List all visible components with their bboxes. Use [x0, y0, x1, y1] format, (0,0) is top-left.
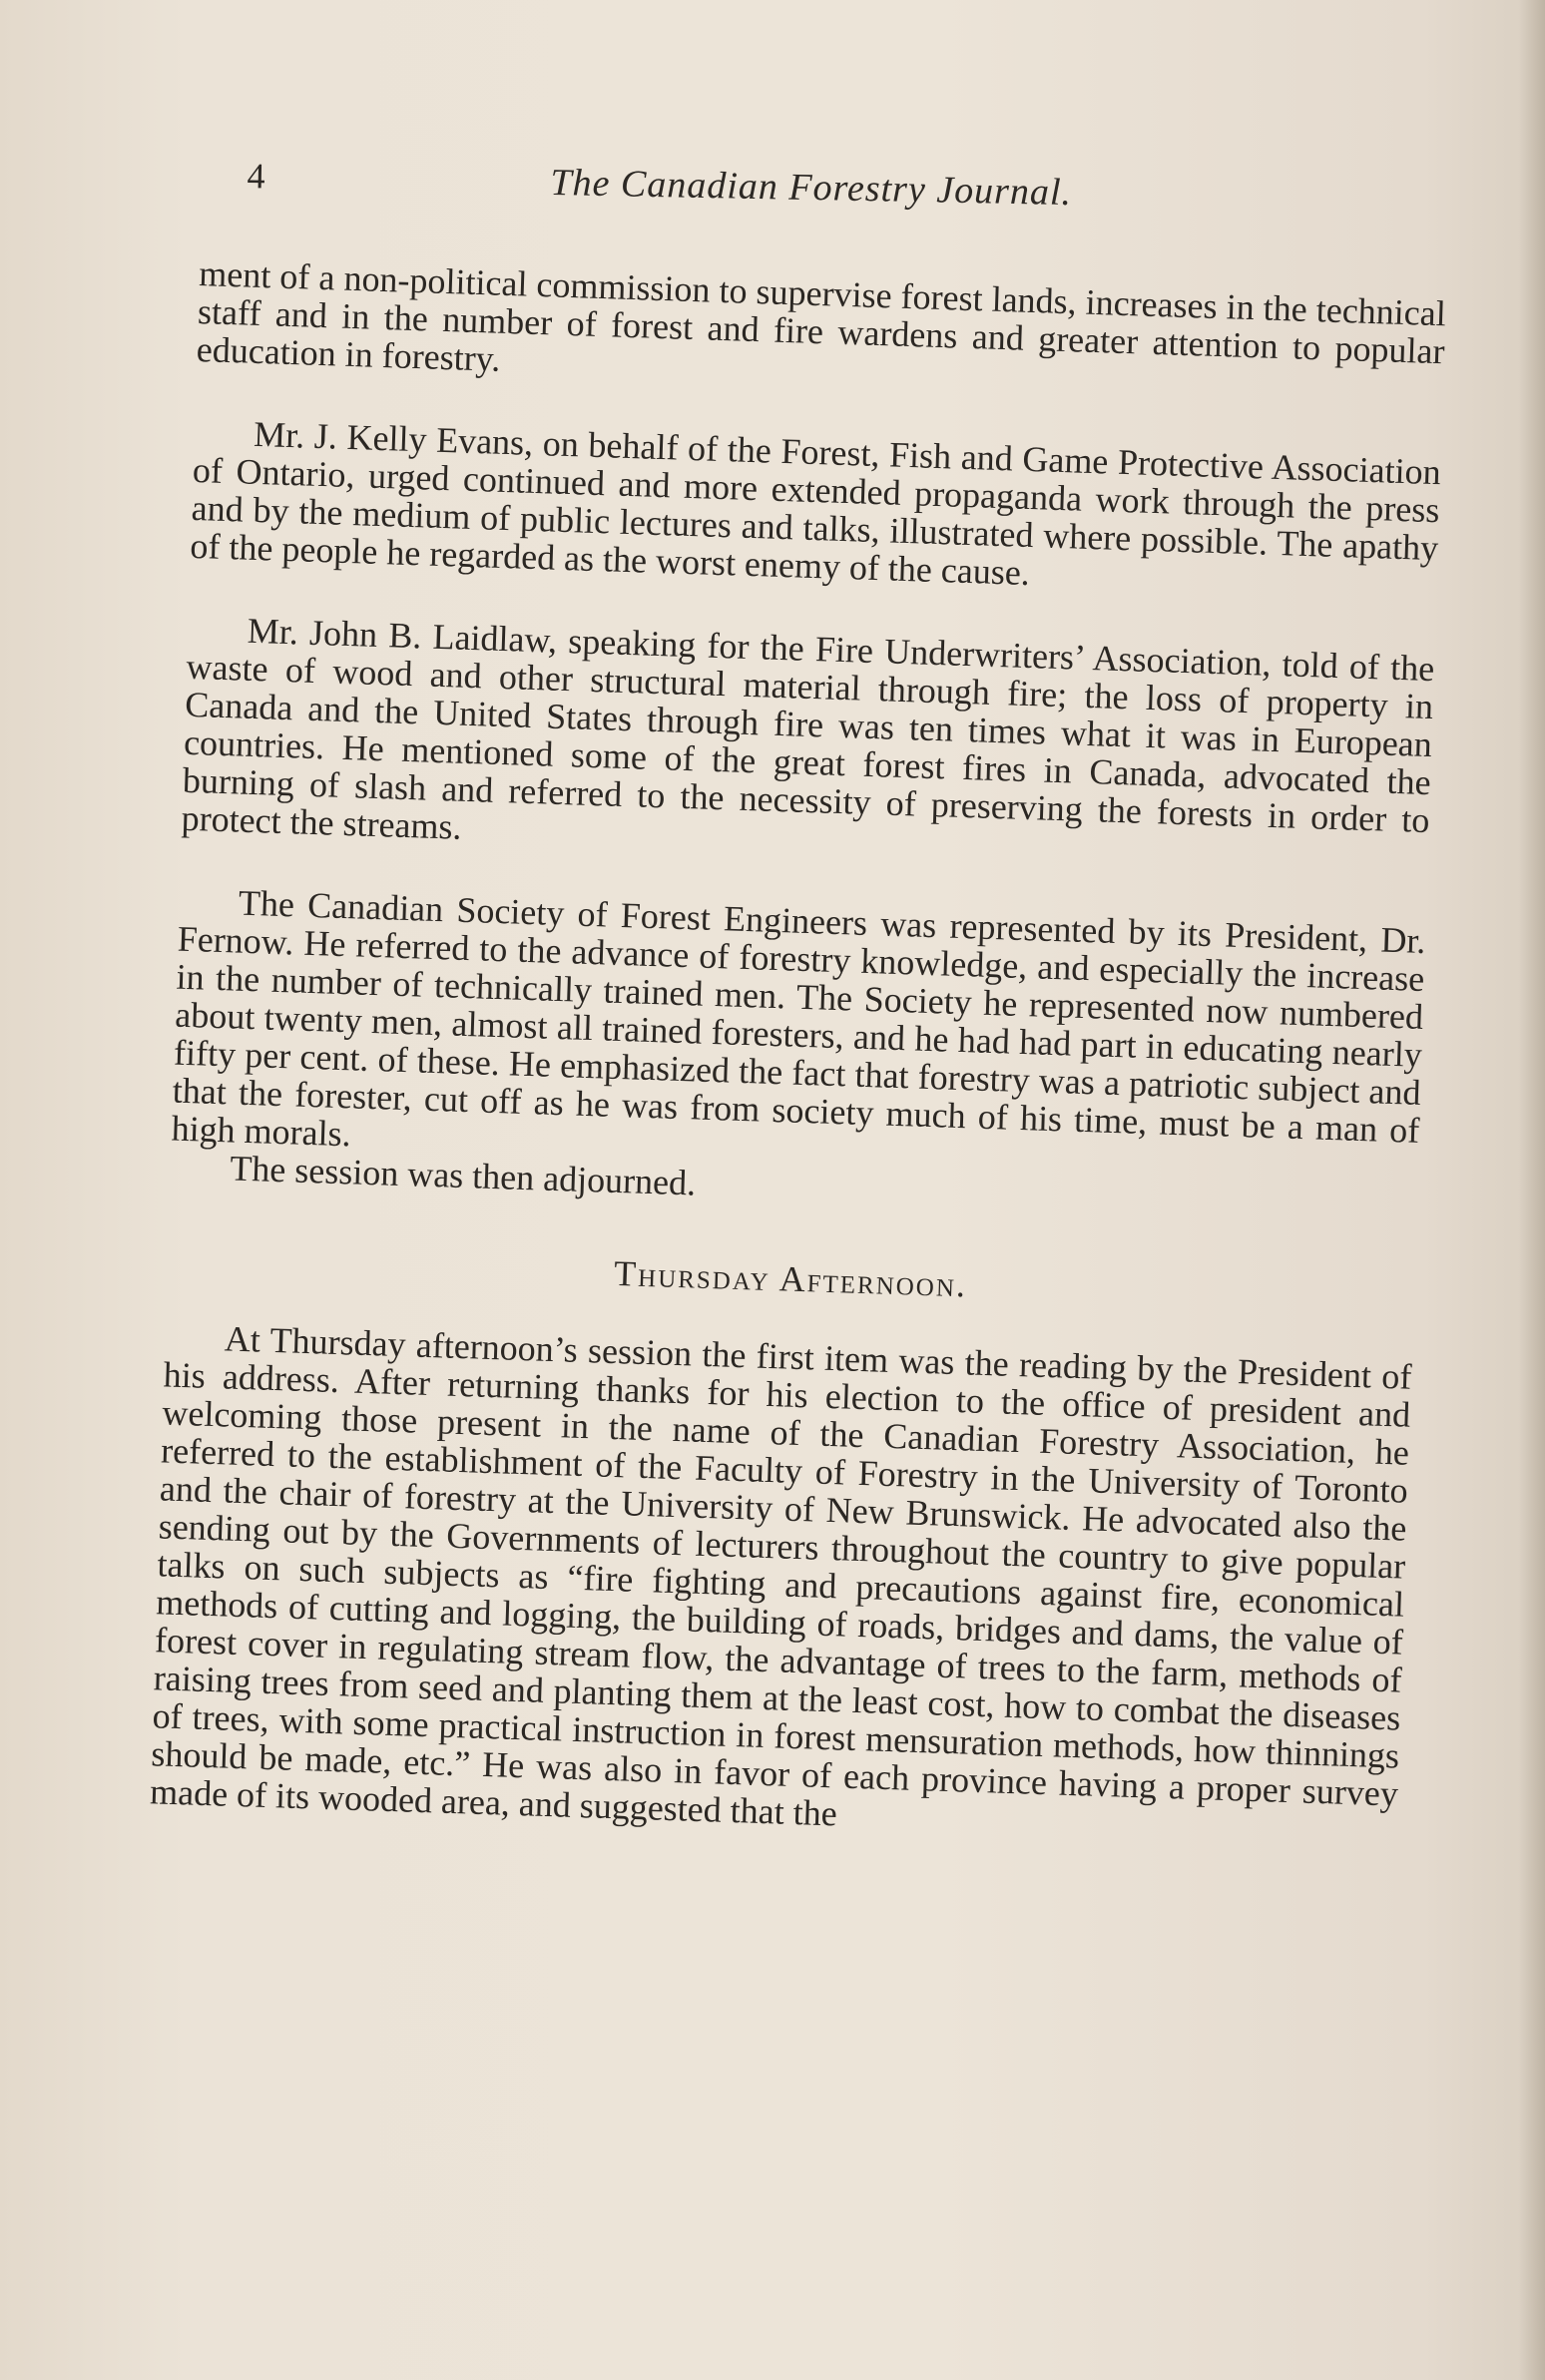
- page-number: 4: [247, 156, 265, 197]
- paragraph-adjourned: The session was then adjourned.: [229, 1148, 697, 1203]
- page-edge-shadow: [1519, 0, 1545, 2380]
- paragraph-president-address: At Thursday afternoon’s session the first item was the reading by the President of his address. After returning thanks for his election to the office of president and welcoming those present in the name of the Canadian Forestry Association, he referred to the establishment of the Faculty of Forestry in the University of Toronto and the chair of forestry at the University of New Brunswick. He advocated also the sending out by the Governments of lecturers throughout the country to give popular talks on such subjects as “fire fighting and precautions against fire, economical methods of cutting and logging, the building of roads, bridges and dams, the value of forest cover in regulating stream flow, the advantage of trees to the farm, methods of raising trees from seed and planting them at the least cost, how to combat the diseases of trees, with some practical instruction in forest mensuration methods, how thinnings should be made, etc.” He was also in favor of each province having a proper survey made of its wooded area, and suggested that the: [149, 1318, 1412, 1834]
- paragraph-evans: Mr. J. Kelly Evans, on behalf of the Forest, Fish and Game Protective Association of Ontario, urged continued and more extended propaganda work through the press and by the medium of public lectures and talks, illustrated where possible. The apathy of the people he regarded as the worst enemy of the cause.: [189, 413, 1442, 594]
- section-heading: Thursday Afternoon.: [613, 1252, 968, 1305]
- paragraph-fernow: The Canadian Society of Forest Engineers was represented by its President, Dr. Fernow. He referred to the advance of forestry knowledge, and especially the increase in the number of technically trained men. The Society he represented now numbered about twenty men, almost all trained foresters, and he had had part in educating nearly fifty per cent. of these. He emphasized the fact that forestry was a patriotic subject and that the forester, cut off as he was from society much of his time, must be a man of high morals.: [171, 882, 1427, 1155]
- paragraph-laidlaw: Mr. John B. Laidlaw, speaking for the Fire Underwriters’ Association, told of the waste of wood and other structural material through fire; the loss of property in Canada and the United States through fire was ten times what it was in European countries. He mentioned some of the great forest fires in Canada, advocated the burning of slash and referred to the necessity of preserving the forests in order to protect the streams.: [181, 610, 1435, 847]
- page-header: [239, 155, 1437, 247]
- paragraph-continuation: ment of a non-political commission to supervise forest lands, increases in the technical staff and in the number of forest and fire wardens and greater attention to popular education in forestry.: [196, 253, 1447, 379]
- page-body: [148, 254, 1446, 1896]
- running-title: The Canadian Forestry Journal.: [550, 161, 1073, 215]
